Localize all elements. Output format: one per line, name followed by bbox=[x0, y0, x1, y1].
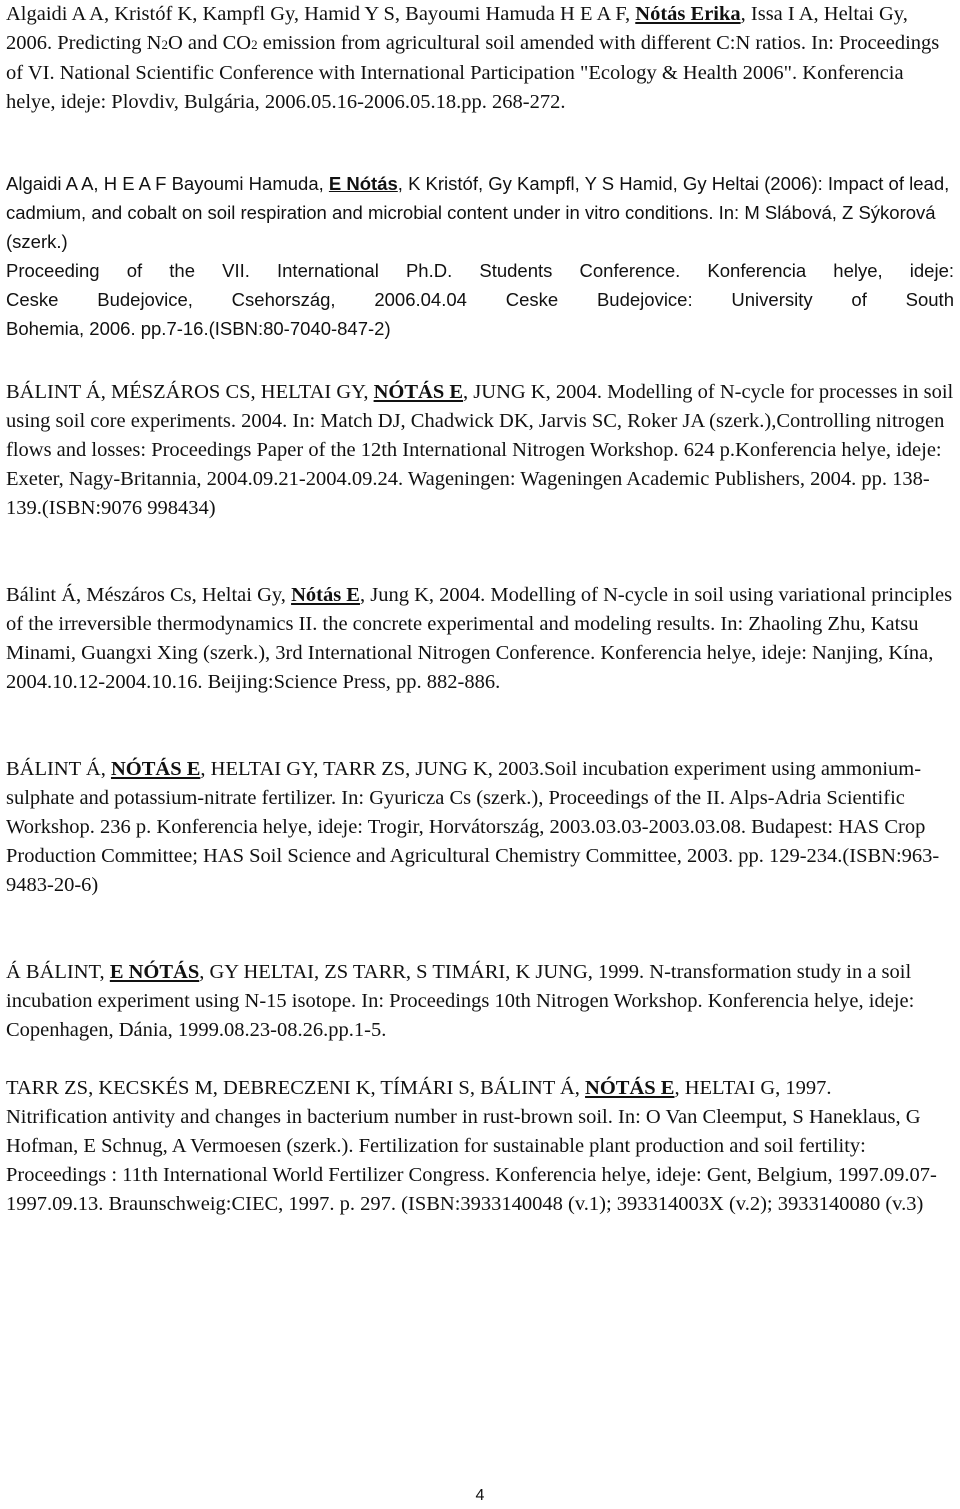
reference-balint-2003-incubation bbox=[6, 755, 954, 900]
reference-line: Bohemia, 2006. pp.7-16.(ISBN:80-7040-847-2) bbox=[6, 318, 391, 339]
reference-balint-2004-modelling-a bbox=[6, 378, 954, 523]
reference-text: , K Kristóf, Gy Kampfl, Y S Hamid, Gy Heltai (2006): Impact of lead, cadmium, and cobalt on soil respiration and microbial content under in vitro conditions. In: M Slábová, Z Sýkorová (szerk.) bbox=[6, 173, 950, 252]
reference-text: TARR ZS, KECSKÉS M, DEBRECZENI K, TÍMÁRI S, BÁLINT Á, bbox=[6, 1077, 586, 1099]
reference-text: , HELTAI GY, TARR ZS, JUNG K, 2003.Soil incubation experiment using ammonium-sulphate and potassium-nitrate fertilizer. In: Gyuricza Cs (szerk.), Proceedings of the II. Alps-Adria Scientific Workshop. 236 p. Konferencia helye, ideje: Trogir, Horvátország, 2003.03.03-2003.03.08. Budapest: HAS Crop Production Committee; HAS Soil Science and Agricultural Chemistry Committee, 2003. pp. 129-234.(ISBN:963-9483-20-6) bbox=[6, 758, 940, 896]
reference-balint-2004-modelling-b bbox=[6, 581, 954, 697]
author-highlight: NÓTÁS E bbox=[585, 1077, 675, 1099]
reference-text: , JUNG K, 2004. Modelling of N-cycle for processes in soil using soil core experiments. 2004. In: Match DJ, Chadwick DK, Jarvis SC, Roker JA (szerk.),Controlling nitrogen flows and losses: Proceedings Paper of the 12th International Nitrogen Workshop. 624 p.Konferencia helye, ideje: Exeter, Nagy-Britannia, 2004.09.21-2004.09.24. Wageningen: Wageningen Academic Publishers, 2004. pp. 138-139.(ISBN:9076 998434) bbox=[6, 381, 954, 519]
subscript: 2 bbox=[251, 37, 258, 52]
author-highlight: E NÓTÁS bbox=[109, 961, 200, 983]
author-highlight: Nótás E bbox=[291, 584, 360, 606]
reference-text: , Jung K, 2004. Modelling of N-cycle in soil using variational principles of the irreversible thermodynamics II. the concrete experimental and modeling results. In: Zhaoling Zhu, Katsu Minami, Guangxi Xing (szerk.), 3rd International Nitrogen Conference. Konferencia helye, ideje: Nanjing, Kína, 2004.10.12-2004.10.16. Beijing:Science Press, pp. 882-886. bbox=[6, 584, 953, 693]
reference-text: emission from agricultural soil amended with different C:N ratios. In: Proceedings of VI. National Scientific Conference with International Participation "Ecology & Health 2006". Konferencia helye, ideje: Plovdiv, Bulgária, 2006.05.16-2006.05.18.pp. 268-272. bbox=[6, 32, 940, 113]
reference-line: Proceeding of the VII. International Ph.D. Students Conference. Konferencia helye, ideje: bbox=[6, 260, 954, 281]
reference-text: BÁLINT Á, MÉSZÁROS CS, HELTAI GY, bbox=[6, 381, 374, 403]
page-number: 4 bbox=[475, 1487, 485, 1504]
author-highlight: E Nótás bbox=[328, 173, 398, 194]
reference-tarr-1997-nitrification bbox=[6, 1074, 954, 1219]
reference-text: Algaidi A A, Kristóf K, Kampfl Gy, Hamid Y S, Bayoumi Hamuda H E A F, bbox=[6, 3, 636, 25]
reference-text: Á BÁLINT, bbox=[6, 961, 110, 983]
reference-text: , HELTAI G, 1997. bbox=[674, 1077, 832, 1099]
author-highlight: NÓTÁS E bbox=[110, 758, 201, 780]
author-highlight: NÓTÁS E bbox=[373, 381, 464, 403]
reference-body: Nitrification antivity and changes in bacterium number in rust-brown soil. In: O Van Cleemput, S Haneklaus, G Hofman, E Schnug, A Vermoesen (szerk.). Fertilization for sustainable plant production and soil fertility: Proceedings : 11th International World Fertilizer Congress. Konferencia helye, ideje: Gent, Belgium, 1997.09.07-1997.09.13. Braunschweig:CIEC, 1997. p. 297. (ISBN:3933140048 (v.1); 393314003X (v.2); 3933140080 (v.3) bbox=[6, 1106, 937, 1215]
reference-line: Ceske Budejovice, Csehország, 2006.04.04 Ceske Budejovice: University of South bbox=[6, 289, 954, 310]
reference-text: BÁLINT Á, bbox=[6, 758, 111, 780]
reference-balint-1999-n-transformation bbox=[6, 958, 954, 1045]
reference-text: , GY HELTAI, ZS TARR, S TIMÁRI, K JUNG, 1999. N-transformation study in a soil incubation experiment using N-15 isotope. In: Proceedings 10th Nitrogen Workshop. Konferencia helye, ideje: Copenhagen, Dánia, 1999.08.23-08.26.pp.1-5. bbox=[6, 961, 915, 1041]
reference-algaidi-2006-n2o bbox=[6, 0, 954, 117]
reference-text: Bálint Á, Mészáros Cs, Heltai Gy, bbox=[6, 584, 292, 606]
reference-text: O and CO bbox=[167, 32, 252, 54]
reference-text: Algaidi A A, H E A F Bayoumi Hamuda, bbox=[6, 173, 329, 194]
reference-text: , Issa I A, Heltai Gy, 2006. Predicting N bbox=[6, 3, 908, 54]
subscript: 2 bbox=[161, 37, 168, 52]
author-highlight: Nótás Erika bbox=[635, 3, 741, 25]
reference-algaidi-2006-lead bbox=[6, 169, 954, 343]
